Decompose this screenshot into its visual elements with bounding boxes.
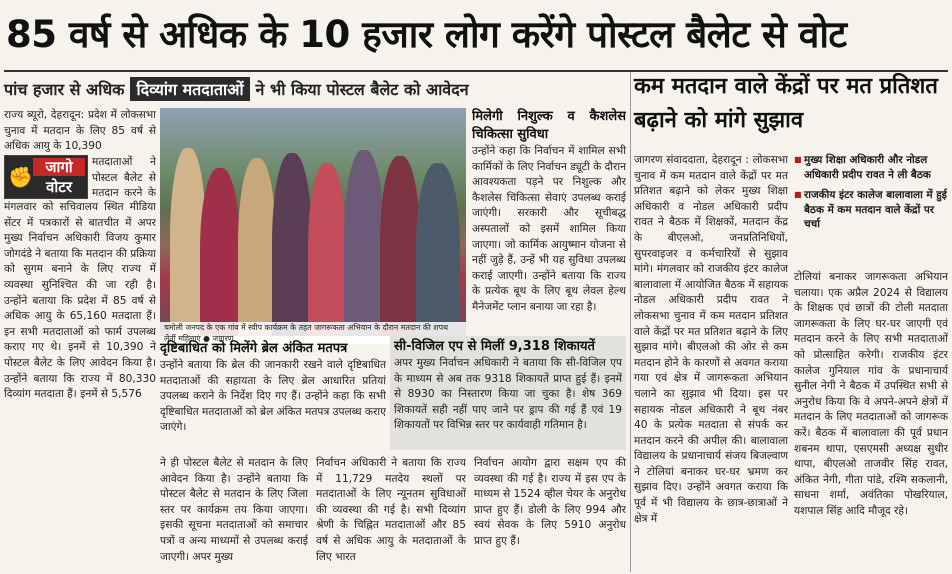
bottom-col4-text: निर्वाचन आयोग द्वारा सक्षम एप की व्यवस्था की गई है। राज्य में इस एप के माध्यम से 1524 व्हील चेयर के अनुरोध प्राप्त हुए हैं। डोली के लिए 994 और स्वयं सेवक के लिए 5910 अनुरोध प्राप्त हुए हैं। [474,457,626,547]
cvigil-box-body: अपर मुख्य निर्वाचन अधिकारी ने बताया कि सी-विजिल एप के माध्यम से अब तक 9318 शिकायतें प्राप्त हुई हैं। इनमें से 8930 का निस्तारण किया जा चुका है। शेष 369 शिकायतें सही नहीं पाए जाने पर ड्राप की गई हैं एवं 19 शिकायतों पर विभिन्न स्तर पर कार्यवाही गतिमान है। [394,357,622,432]
logo-line2: वोटर [46,178,72,196]
right-col-a [634,153,788,568]
bullet-item: ■ राजकीय इंटर कालेज बालावाला में हुई बैठक में कम मतदान वाले केंद्रों पर चर्चा [794,188,948,232]
health-box-body: उन्होंने कहा कि निर्वाचन में शामिल सभी कार्मिकों के लिए निर्वाचन ड्यूटी के दौरान आवश्यकता पड़ने पर निशुल्क और कैशलेस चिकित्सा सेवाएं उपलब्ध कराई जाएंगी। सरकारी और सूचीबद्ध अस्पतालों को इसमें शामिल किया जाएगा। जो कार्मिक आयुष्मान योजना से नहीं जुड़े हैं, उन्हें भी यह सुविधा उपलब्ध कराई जाएगी। उन्होंने बताया कि राज्य के प्रत्येक बूथ के लिए बूथ लेवल हेल्थ मैनेजमेंट प्लान बनाया जा रहा है। [472,145,626,313]
col1-p2-start: मतदाताओं ने पोस्टल बैलेट से मतदान करने के [92,156,156,200]
health-box [472,108,626,334]
bottom-col2-text: ने ही पोस्टल बैलेट से मतदान के लिए आवेदन किया है। उन्होंने बताया कि पोस्टल बैलेट से मतदान के लिए जिला स्तर पर कार्यक्रम तय किया जाएगा। इसकी सूचना मतदाताओं को समाचार पत्रों व अन्य माध्यमों से उपलब्ध कराई जाएगी। अपर मुख्य [160,457,308,563]
main-headline: 85 वर्ष से अधिक के 10 हजार लोग करेंगे पोस्टल बैलेट से वोट [6,13,847,56]
cvigil-box [390,336,626,450]
logo-line1: जागो [33,158,85,176]
subhead-part1: पांच हजार से अधिक [4,80,125,99]
health-box-title: मिलेगी निशुल्क व कैशलेस चिकित्सा सुविधा [472,109,626,142]
subhead-highlight: दिव्यांग मतदाताओं [130,77,249,101]
jago-voter-logo [4,155,88,199]
right-bullets [794,153,948,261]
subheadline [4,74,626,104]
photo-caption: चमोली जनपद के एक गांव में स्वीप कार्यक्रम के तहत जागरूकता अभियान के दौरान मतदान की शपथ लेतीं महिलाएं ● जागरण [160,322,466,344]
right-col-b-text: टोलियां बनाकर जागरूकता अभियान चलाया। एक अप्रैल 2024 से विद्यालय के शिक्षक एवं छात्रों की टोली मतदाता जागरूकता के लिए घर-घर जाएगी एवं मतदान करने के लिए सभी मतदाताओं को प्रोत्साहित करेगी। राजकीय इंटर कालेज गुनियाल गांव के प्रधानाचार्य सुनील नेगी ने बैठक में उपस्थित सभी से अनुरोध किया कि वे अपने-अपने क्षेत्रों में मतदान के लिए मतदाताओं को जागरूक करें। बैठक में बालावाला की पूर्व प्रधान शबनम थापा, एसएमसी अध्यक्ष सुधीर थापा, बीएलओ ताजवीर सिंह रावत, अंकित नेगी, गीता पांडे, रश्मि सकलानी, साधना शर्मा, अवंतिका पोखरियाल, यशपाल सिंह आदि मौजूद रहे। [794,271,948,517]
bullet-item: ■ मुख्य शिक्षा अधिकारी और नोडल अधिकारी प्रदीप रावत ने ली बैठक [794,153,948,182]
col1-body [4,200,156,568]
col1-intro [4,108,156,154]
col1-p3: मंगलवार को सचिवालय स्थित मीडिया सेंटर में पत्रकारों से बातचीत में अपर मुख्य निर्वाचन अधिकारी विजय कुमार जोगदंडे ने बताया कि मतदान की प्रक्रिया को सुगम बनाने के लिए राज्य में व्यवस्था सुनिश्चित की जा रही है। उन्होंने बताया कि प्रदेश में 85 वर्ष से अधिक आयु के 65,160 मतदाता हैं। इन सभी मतदाताओं को फार्म उपलब्ध कराए गए थे। इनमें से 10,390 ने पोस्टल बैलेट के लिए आवेदन किया है। उन्होंने बताया कि राज्य में 80,330 दिव्यांग मतदाता हैं। इनमें से 5,576 [4,201,156,401]
bottom-col2 [160,456,308,568]
braille-box [160,340,386,452]
column-divider [630,72,631,572]
right-col-b [794,270,948,568]
right-col-a-text: जागरण संवाददाता, देहरादून : लोकसभा चुनाव में कम मतदान वाले केंद्रों पर मत प्रतिशत बढ़ाने को लेकर मुख्य शिक्षा अधिकारी व नोडल अधिकारी प्रदीप रावत ने बैठक में शिक्षकों, मतदान केंद्र के बीएलओ, जनप्रतिनिधियों, सुपरवाइजर व कर्मचारियों से सुझाव मांगे। मंगलवार को राजकीय इंटर कालेज बालावाला में आयोजित बैठक में सहायक नोडल अधिकारी प्रदीप रावत ने लोकसभा चुनाव में कम मतदान प्रतिशत वाले केंद्रों पर मत प्रतिशत बढ़ाने के लिए सुझाव मांगे। बीएलओ की ओर से कम मतदान होने के कारणों से अवगत कराया गया एवं क्षेत्र में जागरूकता अभियान चलाने का सुझाव भी दिया। इस पर सहायक नोडल अधिकारी ने बूथ नंबर 40 के प्रत्येक मतदाता से संपर्क कर मतदान करने की अपील की। बालावाला विद्यालय के प्रधानाचार्य संजय बिजल्वाण ने टोलियां बनाकर घर-घर भ्रमण कर सुझाव दिए। उन्होंने अवगत कराया कि पूर्व में भी विद्यालय के छात्र-छात्राओं ने क्षेत्र में [634,154,788,525]
right-headline: कम मतदान वाले केंद्रों पर मत प्रतिशत बढ़ाने को मांगे सुझाव [634,74,938,133]
bottom-col4 [474,456,626,568]
cvigil-box-title: सी-विजिल एप से मिलीं 9,318 शिकायतें [394,339,595,354]
braille-box-title: दृष्टिबाधित को मिलेंगे ब्रेल अंकित मतपत्र [160,341,348,356]
subhead-part2: ने भी किया पोस्टल बैलेट को आवेदन [255,80,469,99]
bottom-col3-text: निर्वाचन अधिकारी ने बताया कि राज्य में 11,729 मतदेय स्थलों पर मतदाताओं के लिए न्यूनतम सुविधाओं की व्यवस्था की गई है। सभी दिव्यांग श्रेणी के चिह्नित मतदाताओं और 85 वर्ष से अधिक आयु के मतदाताओं के लिए भारत [316,457,466,563]
bottom-col3 [316,456,466,568]
news-photo [160,108,466,336]
braille-box-body: उन्होंने बताया कि ब्रेल की जानकारी रखने वाले दृष्टिबाधित मतदाताओं की सहायता के लिए ब्रेल आधारित प्रतियां उपलब्ध कराने के निर्देश दिए गए हैं। उन्होंने कहा कि सभी दृष्टिबाधित मतदाताओं को ब्रेल अंकित मतपत्र उपलब्ध कराए जाएंगे। [160,359,386,434]
raised-fists-icon: ✊ [8,165,33,189]
col1-beside-logo [92,155,156,201]
col1-p1: राज्य ब्यूरो, देहरादून: प्रदेश में लोकसभा चुनाव में मतदान के लिए 85 वर्ष से अधिक आयु के 10,390 [4,109,156,153]
